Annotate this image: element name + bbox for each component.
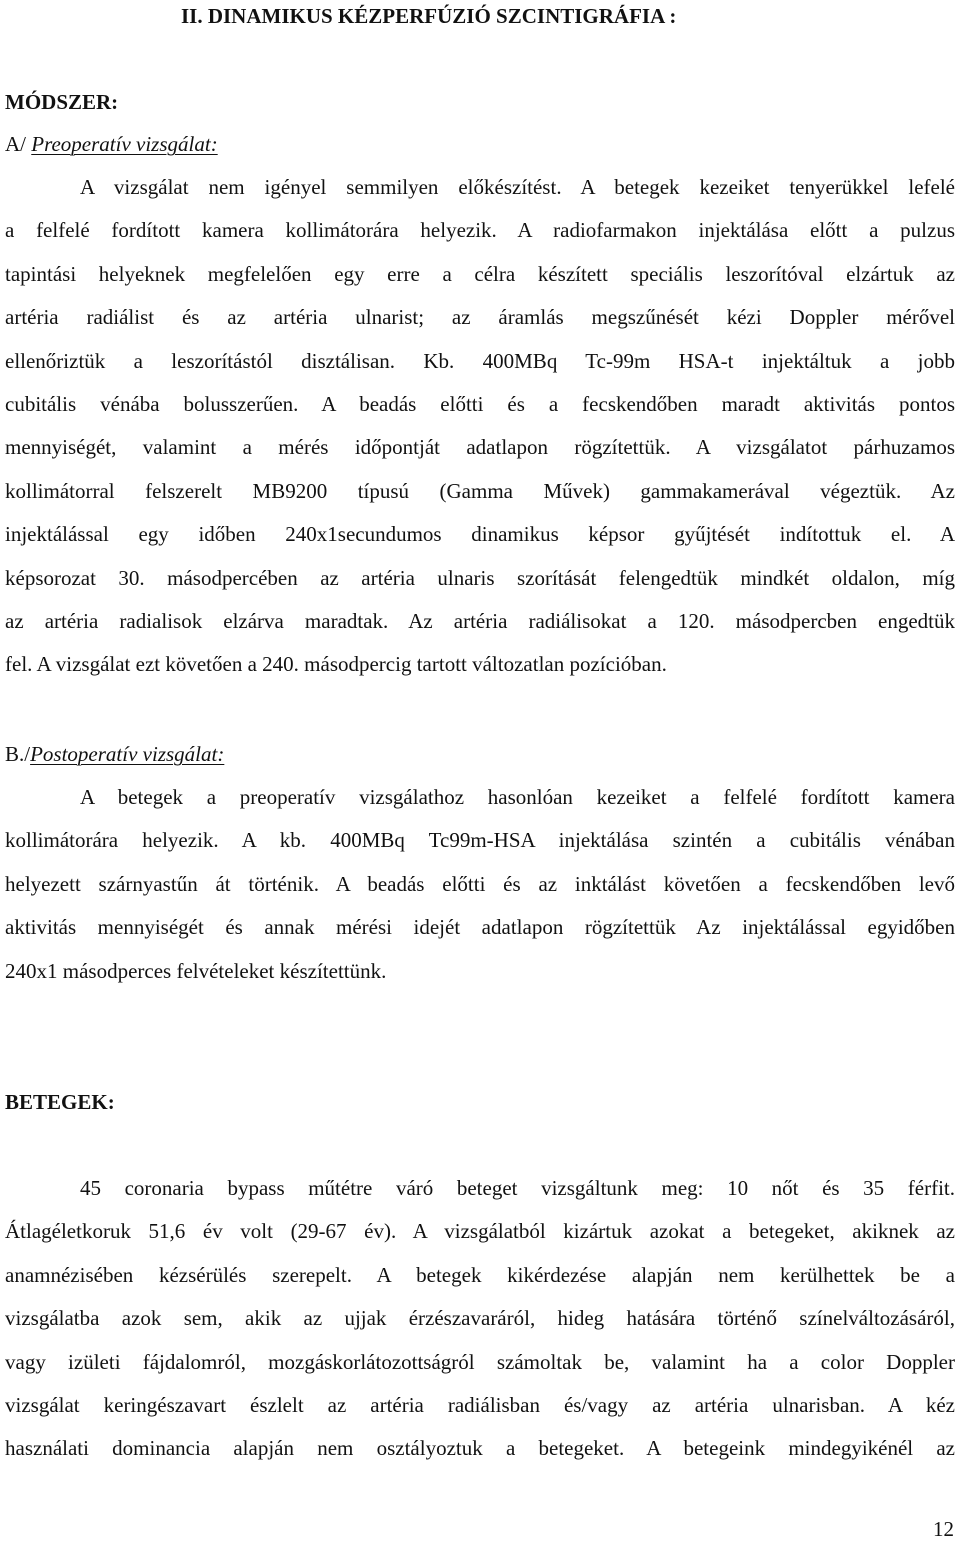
paragraph-line: fel. A vizsgálat ezt követően a 240. másodpercig tartott változatlan pozícióban. xyxy=(5,652,667,677)
method-heading: MÓDSZER: xyxy=(5,90,119,114)
paragraph-line: aktivitás mennyiségét és annak mérési idejét adatlapon rögzítettük Az injektálással egyidőben xyxy=(5,915,955,940)
section-a-prefix: A/ xyxy=(5,132,32,156)
page-number: 12 xyxy=(933,1517,954,1541)
paragraph-line: vagy izületi fájdalomról, mozgáskorlátozottságról számoltak be, valamint ha a color Doppler xyxy=(5,1349,955,1374)
paragraph-line: artéria radiálist és az artéria ulnarist; az áramlás megszűnését kézi Doppler mérővel xyxy=(5,305,955,330)
patients-paragraph xyxy=(5,1167,955,1471)
paragraph-line: 240x1 másodperces felvételeket készítettünk. xyxy=(5,958,387,983)
section-b-prefix: B./ xyxy=(5,742,31,766)
paragraph-line: használati dominancia alapján nem osztályoztuk a betegeket. A betegeink mindegyikénél az xyxy=(5,1436,955,1461)
paragraph-line: ellenőriztük a leszorítástól disztálisan. Kb. 400MBq Tc-99m HSA-t injektáltuk a jobb xyxy=(5,348,955,373)
paragraph-line: anamnézisében kézsérülés szerepelt. A betegek kikérdezése alapján nem kerülhettek be a xyxy=(5,1262,955,1287)
paragraph-line: Átlagéletkoruk 51,6 év volt (29-67 év). A vizsgálatból kizártuk azokat a betegeket, akiknek az xyxy=(5,1219,955,1244)
paragraph-line: vizsgálatba azok sem, akik az ujjak érzészavaráról, hideg hatására történő színelváltozásáról, xyxy=(5,1306,955,1331)
paragraph-line: az artéria radialisok elzárva maradtak. Az artéria radiálisokat a 120. másodpercben engedtük xyxy=(5,608,955,633)
paragraph-line: kollimátorral felszerelt MB9200 típusú (Gamma Művek) gammakamerával végeztük. Az xyxy=(5,478,955,503)
paragraph-line: 45 coronaria bypass műtétre váró beteget vizsgáltunk meg: 10 nőt és 35 férfit. xyxy=(80,1176,955,1200)
paragraph-line: vizsgálat keringészavart észlelt az artéria radiálisban és/vagy az artéria ulnarisban. A kéz xyxy=(5,1392,955,1417)
section-a-title: Preoperatív vizsgálat: xyxy=(31,132,218,156)
paragraph-line: a felfelé fordított kamera kollimátorára helyezik. A radiofarmakon injektálása előtt a pulzus xyxy=(5,218,955,243)
section-b-heading xyxy=(5,742,224,767)
section-b-title: Postoperatív vizsgálat: xyxy=(30,742,225,766)
section-a-heading xyxy=(5,132,218,157)
section-b-paragraph xyxy=(5,776,955,993)
main-heading: II. DINAMIKUS KÉZPERFÚZIÓ SZCINTIGRÁFIA : xyxy=(181,4,677,28)
paragraph-line: mennyiségét, valamint a mérés időpontját adatlapon rögzítettük. A vizsgálatot párhuzamos xyxy=(5,435,955,460)
paragraph-line: A vizsgálat nem igényel semmilyen előkészítést. A betegek kezeiket tenyerükkel lefelé xyxy=(80,175,955,199)
paragraph-line: injektálással egy időben 240x1secundumos dinamikus képsor gyűjtését indítottuk el. A xyxy=(5,522,955,547)
paragraph-line: helyezett szárnyastűn át történik. A beadás előtti és az inktálást követően a fecskendőben levő xyxy=(5,871,955,896)
paragraph-line: képsorozat 30. másodpercében az artéria ulnaris szorítását felengedtük mindkét oldalon, míg xyxy=(5,565,955,590)
paragraph-line: cubitális vénába bolusszerűen. A beadás előtti és a fecskendőben maradt aktivitás pontos xyxy=(5,391,955,416)
paragraph-line: A betegek a preoperatív vizsgálathoz hasonlóan kezeiket a felfelé fordított kamera xyxy=(80,785,955,809)
section-a-paragraph xyxy=(5,166,955,687)
paragraph-line: tapintási helyeknek megfelelően egy erre a célra készített speciális leszorítóval elzártuk az xyxy=(5,261,955,286)
patients-heading: BETEGEK: xyxy=(5,1090,115,1114)
paragraph-line: kollimátorára helyezik. A kb. 400MBq Tc99m-HSA injektálása szintén a cubitális vénában xyxy=(5,828,955,853)
